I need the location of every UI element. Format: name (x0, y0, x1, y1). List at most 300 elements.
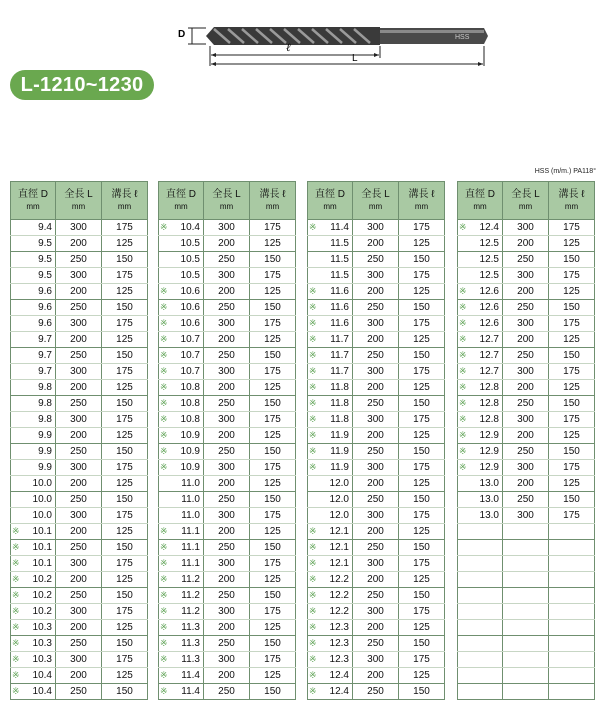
diameter-cell (308, 668, 353, 684)
diameter-value: 11.1 (181, 542, 200, 553)
nonstock-marker: ※ (160, 670, 168, 680)
flute-length-cell: 125 (399, 524, 445, 540)
diameter-cell (458, 604, 503, 620)
diameter-value: 11.6 (330, 302, 349, 313)
diameter-value: 10.9 (180, 446, 200, 457)
table-row (308, 556, 445, 572)
overall-length-cell: 250 (204, 348, 250, 364)
diameter-value: 10.6 (180, 286, 200, 297)
diameter-value: 9.8 (38, 382, 52, 393)
diameter-cell (11, 684, 56, 700)
nonstock-marker: ※ (309, 670, 317, 680)
diameter-cell (159, 540, 204, 556)
nonstock-marker: ※ (309, 638, 317, 648)
flute-length-cell: 125 (102, 332, 148, 348)
diameter-cell (11, 348, 56, 364)
diameter-cell (11, 412, 56, 428)
diameter-cell (308, 364, 353, 380)
overall-length-cell (503, 652, 549, 668)
table-row (458, 396, 595, 412)
diameter-value: 10.3 (32, 654, 52, 665)
diameter-cell (11, 572, 56, 588)
flute-length-cell: 175 (549, 460, 595, 476)
diameter-cell (458, 428, 503, 444)
nonstock-marker: ※ (309, 686, 317, 696)
nonstock-marker: ※ (160, 526, 168, 536)
overall-length-cell: 300 (56, 556, 102, 572)
diameter-value: 10.9 (180, 430, 200, 441)
overall-length-cell: 250 (56, 444, 102, 460)
table-row (458, 444, 595, 460)
overall-length-cell: 250 (56, 540, 102, 556)
overall-length-cell: 300 (204, 268, 250, 284)
flute-length-cell: 175 (250, 604, 296, 620)
diameter-cell (11, 588, 56, 604)
table-row (11, 668, 148, 684)
overall-length-cell: 300 (56, 604, 102, 620)
table-row (11, 508, 148, 524)
diameter-value: 12.9 (479, 462, 499, 473)
diameter-cell (159, 620, 204, 636)
flute-length-cell: 125 (549, 284, 595, 300)
diameter-cell (159, 220, 204, 236)
nonstock-marker: ※ (459, 334, 467, 344)
diameter-cell (308, 396, 353, 412)
diameter-cell (11, 284, 56, 300)
diameter-cell (458, 364, 503, 380)
overall-length-cell: 200 (353, 332, 399, 348)
flute-length-cell (549, 668, 595, 684)
overall-length-cell: 250 (353, 396, 399, 412)
diameter-value: 9.6 (38, 286, 52, 297)
overall-length-cell: 200 (56, 236, 102, 252)
overall-length-cell: 250 (56, 636, 102, 652)
overall-length-cell: 250 (204, 444, 250, 460)
spec-table-1 (10, 181, 148, 700)
table-row (308, 620, 445, 636)
table-row (458, 428, 595, 444)
diameter-value: 10.1 (32, 542, 52, 553)
table-row (308, 412, 445, 428)
diameter-value: 11.4 (181, 686, 200, 697)
diameter-cell (458, 236, 503, 252)
overall-length-cell: 200 (353, 524, 399, 540)
table-row (159, 588, 296, 604)
nonstock-marker: ※ (459, 350, 467, 360)
nonstock-marker: ※ (309, 654, 317, 664)
table-row (11, 220, 148, 236)
overall-length-cell: 250 (56, 492, 102, 508)
diameter-label: D (178, 29, 186, 40)
diameter-value: 10.7 (180, 366, 200, 377)
flute-length-cell: 125 (250, 572, 296, 588)
diameter-value: 10.4 (32, 686, 52, 697)
diameter-value: 11.6 (330, 286, 349, 297)
flute-length-cell: 150 (250, 252, 296, 268)
overall-length-cell: 300 (56, 412, 102, 428)
flute-length-cell: 175 (549, 508, 595, 524)
nonstock-marker: ※ (12, 558, 20, 568)
header-flute-length: 溝長 ℓ mm (102, 182, 148, 220)
diameter-value: 9.7 (38, 334, 52, 345)
flute-length-cell: 175 (250, 412, 296, 428)
flute-length-cell: 150 (102, 444, 148, 460)
overall-length-cell: 200 (503, 236, 549, 252)
overall-length-cell: 200 (56, 284, 102, 300)
overall-length-cell: 250 (503, 300, 549, 316)
flute-length-cell: 125 (102, 524, 148, 540)
table-row (159, 620, 296, 636)
table-row (308, 492, 445, 508)
overall-length-label: L (352, 53, 358, 64)
overall-length-cell: 300 (503, 460, 549, 476)
diameter-cell (458, 572, 503, 588)
overall-length-cell (503, 540, 549, 556)
flute-length-cell: 175 (549, 316, 595, 332)
overall-length-cell: 300 (353, 556, 399, 572)
nonstock-marker: ※ (160, 430, 168, 440)
table-row (11, 284, 148, 300)
diameter-value: 12.1 (329, 542, 349, 553)
drill-diagram (0, 0, 602, 72)
diameter-value: 9.5 (38, 238, 52, 249)
diameter-cell (159, 588, 204, 604)
flute-length-cell: 175 (250, 556, 296, 572)
table-row (159, 508, 296, 524)
spec-note: HSS (m/m.) PA118° (534, 168, 596, 175)
diameter-value: 9.9 (38, 462, 52, 473)
nonstock-marker: ※ (309, 382, 317, 392)
table-row (458, 300, 595, 316)
diameter-cell (159, 556, 204, 572)
flute-length-cell: 125 (399, 284, 445, 300)
flute-length-cell: 125 (250, 524, 296, 540)
diameter-cell (308, 556, 353, 572)
nonstock-marker: ※ (160, 638, 168, 648)
overall-length-cell: 200 (353, 428, 399, 444)
diameter-cell (458, 316, 503, 332)
diameter-value: 12.5 (479, 254, 499, 265)
table-row (159, 348, 296, 364)
nonstock-marker: ※ (459, 222, 467, 232)
table-row (458, 524, 595, 540)
table-row (458, 364, 595, 380)
flute-length-cell (549, 652, 595, 668)
flute-length-cell: 125 (399, 428, 445, 444)
diameter-cell (159, 428, 204, 444)
flute-length-cell: 175 (102, 604, 148, 620)
overall-length-cell: 300 (503, 412, 549, 428)
diameter-value: 9.6 (38, 318, 52, 329)
diameter-value: 11.1 (181, 558, 200, 569)
table-row (458, 268, 595, 284)
nonstock-marker: ※ (459, 382, 467, 392)
overall-length-cell: 250 (204, 684, 250, 700)
flute-length-cell: 150 (250, 540, 296, 556)
diameter-cell (159, 252, 204, 268)
header-diameter: 直徑 D mm (308, 182, 353, 220)
diameter-cell (308, 460, 353, 476)
diameter-value: 12.2 (329, 590, 349, 601)
flute-length-cell: 175 (250, 460, 296, 476)
diameter-cell (11, 620, 56, 636)
diameter-value: 12.0 (329, 478, 349, 489)
diameter-cell (11, 300, 56, 316)
table-row (308, 268, 445, 284)
overall-length-cell: 200 (503, 380, 549, 396)
table-row (308, 604, 445, 620)
diameter-value: 12.4 (329, 686, 349, 697)
table-row (308, 444, 445, 460)
table-row (308, 524, 445, 540)
table-row (11, 620, 148, 636)
overall-length-cell: 300 (503, 364, 549, 380)
table-row (159, 252, 296, 268)
overall-length-cell: 300 (503, 508, 549, 524)
table-row (159, 444, 296, 460)
flute-length-cell: 175 (250, 652, 296, 668)
header-diameter: 直徑 D mm (159, 182, 204, 220)
diameter-value: 12.2 (329, 574, 349, 585)
flute-length-cell: 175 (102, 412, 148, 428)
nonstock-marker: ※ (459, 318, 467, 328)
header-diameter: 直徑 D mm (11, 182, 56, 220)
nonstock-marker: ※ (160, 318, 168, 328)
diameter-cell (159, 348, 204, 364)
table-row (11, 572, 148, 588)
nonstock-marker: ※ (160, 414, 168, 424)
diameter-cell (458, 524, 503, 540)
flute-length-cell: 125 (102, 236, 148, 252)
overall-length-cell: 200 (353, 380, 399, 396)
nonstock-marker: ※ (160, 366, 168, 376)
flute-length-cell: 175 (102, 460, 148, 476)
nonstock-marker: ※ (309, 574, 317, 584)
diameter-cell (308, 524, 353, 540)
flute-length-cell: 175 (102, 316, 148, 332)
table-row (11, 300, 148, 316)
table-row (11, 252, 148, 268)
nonstock-marker: ※ (12, 606, 20, 616)
nonstock-marker: ※ (309, 302, 317, 312)
overall-length-cell: 300 (353, 364, 399, 380)
diameter-value: 12.7 (479, 366, 499, 377)
table-row (11, 540, 148, 556)
overall-length-cell: 200 (503, 332, 549, 348)
nonstock-marker: ※ (309, 334, 317, 344)
flute-length-cell (549, 572, 595, 588)
overall-length-cell: 300 (503, 268, 549, 284)
diameter-value: 12.4 (479, 222, 499, 233)
table-row (308, 300, 445, 316)
table-row (159, 220, 296, 236)
flute-length-cell: 150 (549, 444, 595, 460)
diameter-value: 10.6 (180, 318, 200, 329)
flute-length-cell: 150 (102, 684, 148, 700)
table-row (159, 684, 296, 700)
diameter-cell (159, 284, 204, 300)
overall-length-cell: 250 (56, 348, 102, 364)
overall-length-cell: 200 (503, 476, 549, 492)
overall-length-cell: 300 (353, 412, 399, 428)
table-row (159, 268, 296, 284)
table-row (11, 364, 148, 380)
flute-length-cell: 125 (549, 428, 595, 444)
diameter-cell (308, 476, 353, 492)
diameter-cell (308, 652, 353, 668)
overall-length-cell: 200 (503, 428, 549, 444)
nonstock-marker: ※ (160, 222, 168, 232)
table-row (458, 316, 595, 332)
diameter-value: 10.0 (32, 478, 52, 489)
header-flute-length: 溝長 ℓ mm (250, 182, 296, 220)
flute-length-cell: 150 (549, 300, 595, 316)
diameter-cell (11, 668, 56, 684)
overall-length-cell: 200 (204, 620, 250, 636)
flute-length-cell (549, 620, 595, 636)
table-row (11, 332, 148, 348)
diameter-cell (308, 348, 353, 364)
nonstock-marker: ※ (309, 430, 317, 440)
table-row (308, 252, 445, 268)
flute-length-cell: 125 (250, 620, 296, 636)
flute-length-cell (549, 540, 595, 556)
diameter-cell (458, 636, 503, 652)
flute-length-cell: 175 (102, 220, 148, 236)
table-row (308, 636, 445, 652)
table-row (11, 652, 148, 668)
table-row (11, 460, 148, 476)
diameter-value: 12.6 (479, 318, 499, 329)
diameter-cell (458, 556, 503, 572)
flute-length-cell: 150 (102, 636, 148, 652)
diameter-cell (458, 396, 503, 412)
overall-length-cell: 250 (353, 444, 399, 460)
table-row (308, 588, 445, 604)
table-row (159, 428, 296, 444)
diameter-cell (308, 236, 353, 252)
diameter-value: 10.1 (32, 558, 52, 569)
diameter-cell (11, 460, 56, 476)
overall-length-cell: 200 (353, 620, 399, 636)
nonstock-marker: ※ (309, 350, 317, 360)
flute-length-cell: 125 (549, 476, 595, 492)
diameter-cell (11, 636, 56, 652)
overall-length-cell: 300 (204, 412, 250, 428)
header-overall-length: 全長 L mm (56, 182, 102, 220)
overall-length-cell: 250 (353, 300, 399, 316)
flute-length-cell: 125 (250, 284, 296, 300)
diameter-value: 9.8 (38, 398, 52, 409)
diameter-value: 10.8 (180, 382, 200, 393)
flute-length-cell: 125 (399, 236, 445, 252)
table-row (308, 364, 445, 380)
table-row (11, 348, 148, 364)
table-row (308, 236, 445, 252)
diameter-value: 12.2 (329, 606, 349, 617)
table-row (11, 412, 148, 428)
table-row (159, 492, 296, 508)
nonstock-marker: ※ (309, 526, 317, 536)
flute-length-cell: 125 (399, 620, 445, 636)
table-row (308, 316, 445, 332)
diameter-value: 10.7 (180, 334, 200, 345)
overall-length-cell: 250 (353, 684, 399, 700)
flute-length-cell: 175 (399, 556, 445, 572)
diameter-cell (458, 620, 503, 636)
diameter-value: 11.2 (181, 606, 200, 617)
diameter-value: 9.6 (38, 302, 52, 313)
nonstock-marker: ※ (309, 286, 317, 296)
diameter-value: 10.4 (180, 222, 200, 233)
overall-length-cell: 200 (56, 524, 102, 540)
table-row (458, 604, 595, 620)
diameter-value: 11.7 (330, 366, 349, 377)
diameter-value: 9.9 (38, 430, 52, 441)
table-row (308, 540, 445, 556)
nonstock-marker: ※ (160, 334, 168, 344)
table-row (159, 652, 296, 668)
overall-length-cell (503, 588, 549, 604)
flute-length-cell: 125 (399, 332, 445, 348)
overall-length-cell (503, 556, 549, 572)
overall-length-cell: 300 (353, 316, 399, 332)
diameter-value: 10.1 (32, 526, 52, 537)
diameter-cell (308, 412, 353, 428)
overall-length-cell (503, 572, 549, 588)
overall-length-cell: 250 (204, 492, 250, 508)
nonstock-marker: ※ (160, 686, 168, 696)
flute-length-cell: 175 (102, 268, 148, 284)
overall-length-cell: 200 (56, 572, 102, 588)
diameter-value: 12.8 (479, 398, 499, 409)
diameter-cell (458, 668, 503, 684)
diameter-cell (159, 604, 204, 620)
diameter-value: 10.0 (32, 510, 52, 521)
diameter-value: 11.0 (181, 494, 200, 505)
diameter-value: 10.5 (180, 238, 200, 249)
overall-length-cell: 300 (204, 364, 250, 380)
diameter-cell (159, 364, 204, 380)
diameter-value: 12.6 (479, 302, 499, 313)
table-row (159, 572, 296, 588)
flute-length-cell: 125 (399, 476, 445, 492)
diameter-value: 13.0 (479, 494, 499, 505)
flute-length-cell: 150 (250, 684, 296, 700)
diameter-cell (308, 284, 353, 300)
diameter-value: 11.0 (181, 478, 200, 489)
flute-length-cell: 150 (399, 396, 445, 412)
overall-length-cell: 200 (353, 572, 399, 588)
diameter-value: 11.2 (181, 574, 200, 585)
flute-length-cell: 150 (102, 492, 148, 508)
diameter-cell (11, 524, 56, 540)
spec-table-3 (307, 181, 445, 700)
diameter-cell (308, 220, 353, 236)
diameter-cell (11, 396, 56, 412)
nonstock-marker: ※ (459, 430, 467, 440)
overall-length-cell: 200 (204, 428, 250, 444)
nonstock-marker: ※ (160, 590, 168, 600)
diameter-cell (159, 476, 204, 492)
table-row (458, 588, 595, 604)
overall-length-cell: 300 (353, 220, 399, 236)
diameter-cell (159, 524, 204, 540)
diameter-cell (458, 684, 503, 700)
diameter-cell (11, 252, 56, 268)
table-row (458, 684, 595, 700)
flute-length-cell: 150 (250, 444, 296, 460)
